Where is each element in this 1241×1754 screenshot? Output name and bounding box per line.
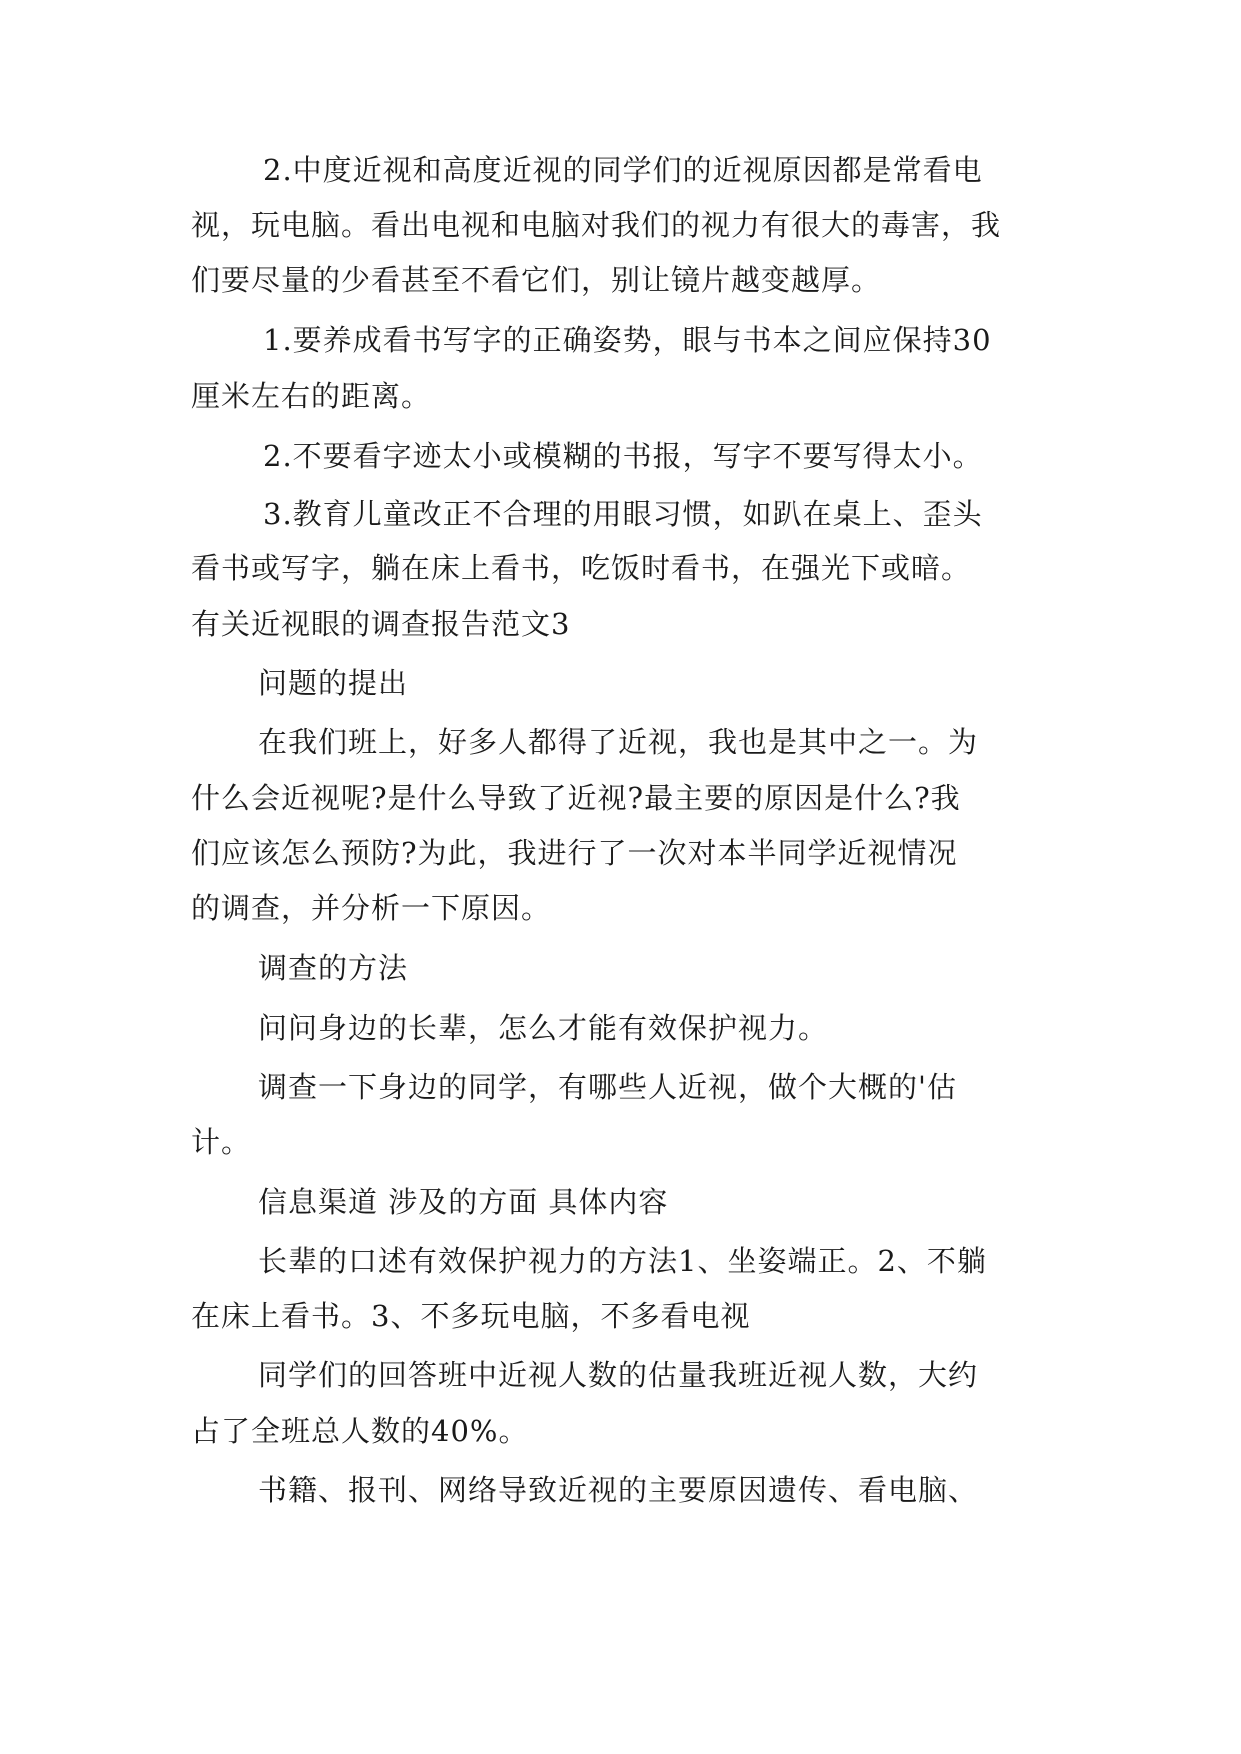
paragraph-line: 长辈的口述有效保护视力的方法1、坐姿端正。2、不躺 [258,1244,987,1278]
section-heading: 有关近视眼的调查报告范文3 [191,607,571,641]
table-header-line: 信息渠道 涉及的方面 具体内容 [258,1185,669,1219]
paragraph-line: 视，玩电脑。看出电视和电脑对我们的视力有很大的毒害，我 [191,208,1002,242]
paragraph-line: 计。 [191,1125,252,1159]
subheading: 问题的提出 [258,666,409,700]
paragraph-line: 在我们班上，好多人都得了近视，我也是其中之一。为 [258,725,979,759]
paragraph-line: 同学们的回答班中近视人数的估量我班近视人数，大约 [258,1358,979,1392]
paragraph-line: 书籍、报刊、网络导致近视的主要原因遗传、看电脑、 [258,1473,979,1507]
paragraph-line: 2.中度近视和高度近视的同学们的近视原因都是常看电 [263,153,983,187]
paragraph-line: 们应该怎么预防?为此，我进行了一次对本半同学近视情况 [191,836,958,870]
subheading: 调查的方法 [258,951,409,985]
paragraph-line: 在床上看书。3、不多玩电脑，不多看电视 [191,1299,751,1333]
paragraph-line: 什么会近视呢?是什么导致了近视?最主要的原因是什么?我 [191,781,961,815]
paragraph-line: 占了全班总人数的40%。 [191,1414,529,1448]
paragraph-line: 看书或写字，躺在床上看书，吃饭时看书，在强光下或暗。 [191,551,972,585]
paragraph-line: 们要尽量的少看甚至不看它们，别让镜片越变越厚。 [191,263,882,297]
paragraph-line: 2.不要看字迹太小或模糊的书报，写字不要写得太小。 [263,439,983,473]
paragraph-line: 问问身边的长辈，怎么才能有效保护视力。 [258,1011,829,1045]
paragraph-line: 1.要养成看书写字的正确姿势，眼与书本之间应保持30 [263,323,992,357]
paragraph-line: 厘米左右的距离。 [191,379,432,413]
paragraph-line: 3.教育儿童改正不合理的用眼习惯，如趴在桌上、歪头 [263,497,983,531]
paragraph-line: 的调查，并分析一下原因。 [191,891,552,925]
paragraph-line: 调查一下身边的同学，有哪些人近视，做个大概的'估 [258,1070,957,1104]
